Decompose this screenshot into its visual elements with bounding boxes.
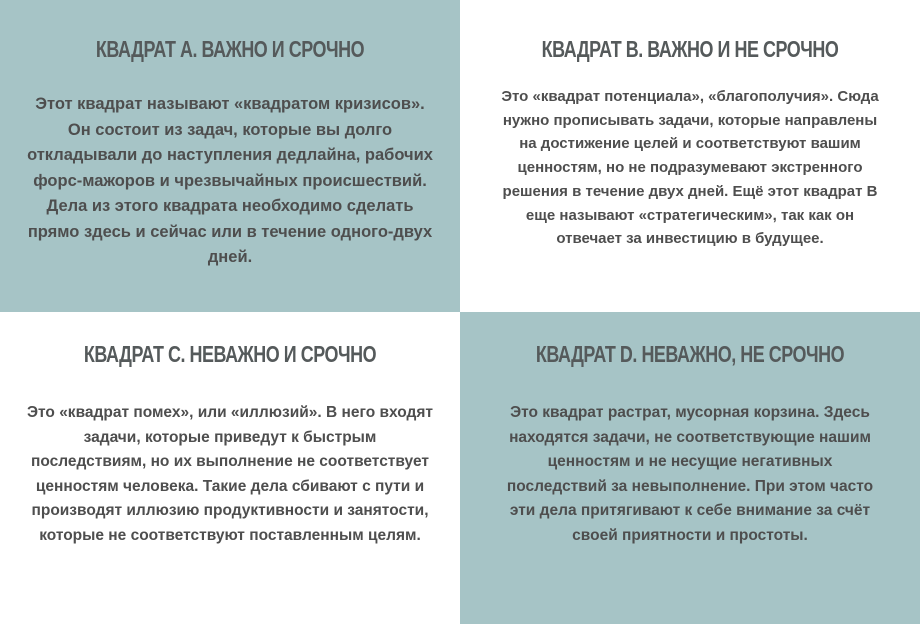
quadrant-b [460, 0, 920, 312]
quadrant-c-description: Это «квадрат помех», или «иллюзий». В него входят задачи, которые приведут к быстрым последствиям, но их выполнение не соответствует ценностям человека. Такие дела сбивают с пути и производят иллюзию продуктивности и занятости, которые не соответствуют поставленным целям. [27, 404, 433, 544]
quadrant-a-description: Этот квадрат называют «квадратом кризисов». Он состоит из задач, которые вы долго откладывали до наступления дедлайна, рабочих форс-мажоров и чрезвычайных происшествий. Дела из этого квадрата необходимо сделать прямо здесь и сейчас или в течение одного-двух дней. [27, 95, 433, 266]
quadrant-a [0, 0, 460, 312]
quadrant-b-title: КВАДРАТ В. ВАЖНО И НЕ СРОЧНО [541, 36, 839, 62]
quadrant-b-description: Это «квадрат потенциала», «благополучия». Сюда нужно прописывать задачи, которые направлены на достижение целей и соответствуют вашим ценностям, но не подразумевают экстренного решения в течение двух дней. Ещё этот квадрат В еще называют «стратегическим», так как он отвечает за инвестицию в будущее. [501, 88, 879, 248]
quadrant-a-title: КВАДРАТ А. ВАЖНО И СРОЧНО [95, 36, 365, 62]
quadrant-d-description: Это квадрат растрат, мусорная корзина. Здесь находятся задачи, не соответствующие нашим ценностям и не несущие негативных последствий за невыполнение. При этом часто эти дела притягивают к себе внимание за счёт своей приятности и простоты. [506, 404, 874, 544]
quadrant-c [0, 312, 460, 624]
quadrant-d-title: КВАДРАТ D. НЕВАЖНО, НЕ СРОЧНО [535, 341, 845, 367]
quadrant-c-title: КВАДРАТ С. НЕВАЖНО И СРОЧНО [83, 341, 377, 367]
quadrant-d [460, 312, 920, 624]
